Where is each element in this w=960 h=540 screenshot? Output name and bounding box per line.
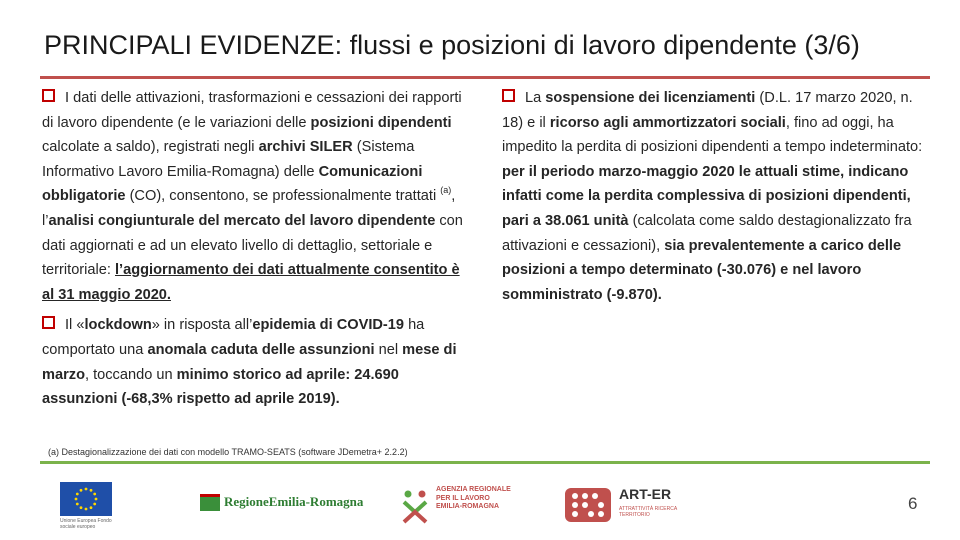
text-run-bold: sospensione dei licenziamenti xyxy=(545,90,756,106)
text-run: Il « xyxy=(65,317,85,334)
text-run-bold: epidemia di COVID-19 xyxy=(252,317,405,334)
text-run: (CO), consentono, se professionalmente trattati xyxy=(125,188,441,205)
text-run: nel xyxy=(374,341,403,358)
text-run: , l’ xyxy=(42,188,456,229)
text-run: , fino ad oggi, ha impedito la perdita di posizioni dipendenti a tempo indeterminato: xyxy=(502,114,923,156)
text-run-bold: sia prevalentemente a carico delle posizioni a tempo determinato (-30.076) e nel lavoro somministrato (-9.870). xyxy=(502,237,902,303)
arter-subtitle: ATTRATTIVITÀ RICERCA TERRITORIO xyxy=(619,506,677,518)
arter-mark-icon xyxy=(563,486,613,524)
left-paragraph-1 xyxy=(42,86,474,307)
rer-mark-icon xyxy=(200,494,220,511)
text-run: (D.L. 17 marzo 2020, n. 18) e il xyxy=(502,90,913,131)
art-er-logo xyxy=(563,484,693,528)
text-run: » in risposta all’ xyxy=(151,317,253,334)
footer-divider xyxy=(40,461,930,464)
logo-bar xyxy=(0,470,960,540)
right-column xyxy=(502,86,932,313)
eu-flag-logo xyxy=(60,482,112,516)
eu-caption: Unione Europea Fondo sociale europeo xyxy=(60,518,112,530)
footnote: (a) Destagionalizzazione dei dati con modello TRAMO-SEATS (software JDemetra+ 2.2.2) xyxy=(48,447,408,457)
text-run-bold: minimo storico ad aprile: 24.690 assunzioni (-68,3% rispetto ad aprile 2019). xyxy=(42,366,399,408)
rer-logo-text: RegioneEmilia-Romagna xyxy=(224,494,364,509)
left-column xyxy=(42,86,474,418)
text-run-bold: per il periodo marzo-maggio 2020 le attuali stime, indicano infatti come la perdita complessiva di posizioni dipendenti, pari a 38.061 unità xyxy=(502,163,911,229)
text-run-bold: lockdown xyxy=(84,317,152,334)
text-run: ha comportato una xyxy=(42,317,425,358)
text-run-bold: ricorso agli ammortizzatori sociali xyxy=(549,114,786,131)
text-run-bold: mese di marzo xyxy=(42,341,457,383)
agenzia-logo-text: AGENZIA REGIONALE PER IL LAVORO EMILIA-ROMAGNA xyxy=(436,486,511,510)
text-run-underlined: l’aggiornamento dei dati attualmente consentito è al 31 maggio 2020. xyxy=(42,262,460,303)
left-paragraph-2 xyxy=(42,313,474,411)
agenzia-lavoro-logo xyxy=(400,484,510,532)
page-title: PRINCIPALI EVIDENZE: flussi e posizioni di lavoro dipendente (3/6) xyxy=(44,30,860,60)
text-run: calcolate a saldo), registrati negli xyxy=(42,139,259,156)
title-divider xyxy=(40,76,930,79)
text-run: con dati aggiornati e ad un elevato livello di dettaglio, settoriale e territoriale: xyxy=(42,212,463,279)
agenzia-mark-icon xyxy=(400,488,430,524)
text-run-bold: anomala caduta delle assunzioni xyxy=(147,341,375,358)
arter-logo-text: ART-ER xyxy=(619,486,672,502)
text-run: La xyxy=(525,90,546,106)
text-run-bold: archivi SILER xyxy=(258,139,353,156)
text-run: , toccando un xyxy=(84,366,177,383)
right-paragraph-1 xyxy=(502,86,932,307)
eu-stars-icon xyxy=(60,482,112,516)
text-run-bold: analisi congiunturale del mercato del lavoro dipendente xyxy=(48,212,436,229)
footnote-ref: (a) xyxy=(440,185,452,196)
text-run-bold: Comunicazioni obbligatorie xyxy=(42,163,423,205)
text-run: (calcolata come saldo destagionalizzato fra attivazioni e cessazioni), xyxy=(502,212,912,254)
checkbox-square-icon xyxy=(502,89,515,102)
checkbox-square-icon xyxy=(42,316,55,329)
page-number: 6 xyxy=(908,494,918,513)
regione-emilia-romagna-logo xyxy=(200,492,364,514)
text-run-bold: posizioni dipendenti xyxy=(310,114,452,131)
text-run: I dati delle attivazioni, trasformazioni e cessazioni dei rapporti di lavoro dipendente (e le variazioni delle xyxy=(42,90,462,131)
checkbox-square-icon xyxy=(42,89,55,102)
text-run: (Sistema Informativo Lavoro Emilia-Romagna) delle xyxy=(42,139,415,180)
